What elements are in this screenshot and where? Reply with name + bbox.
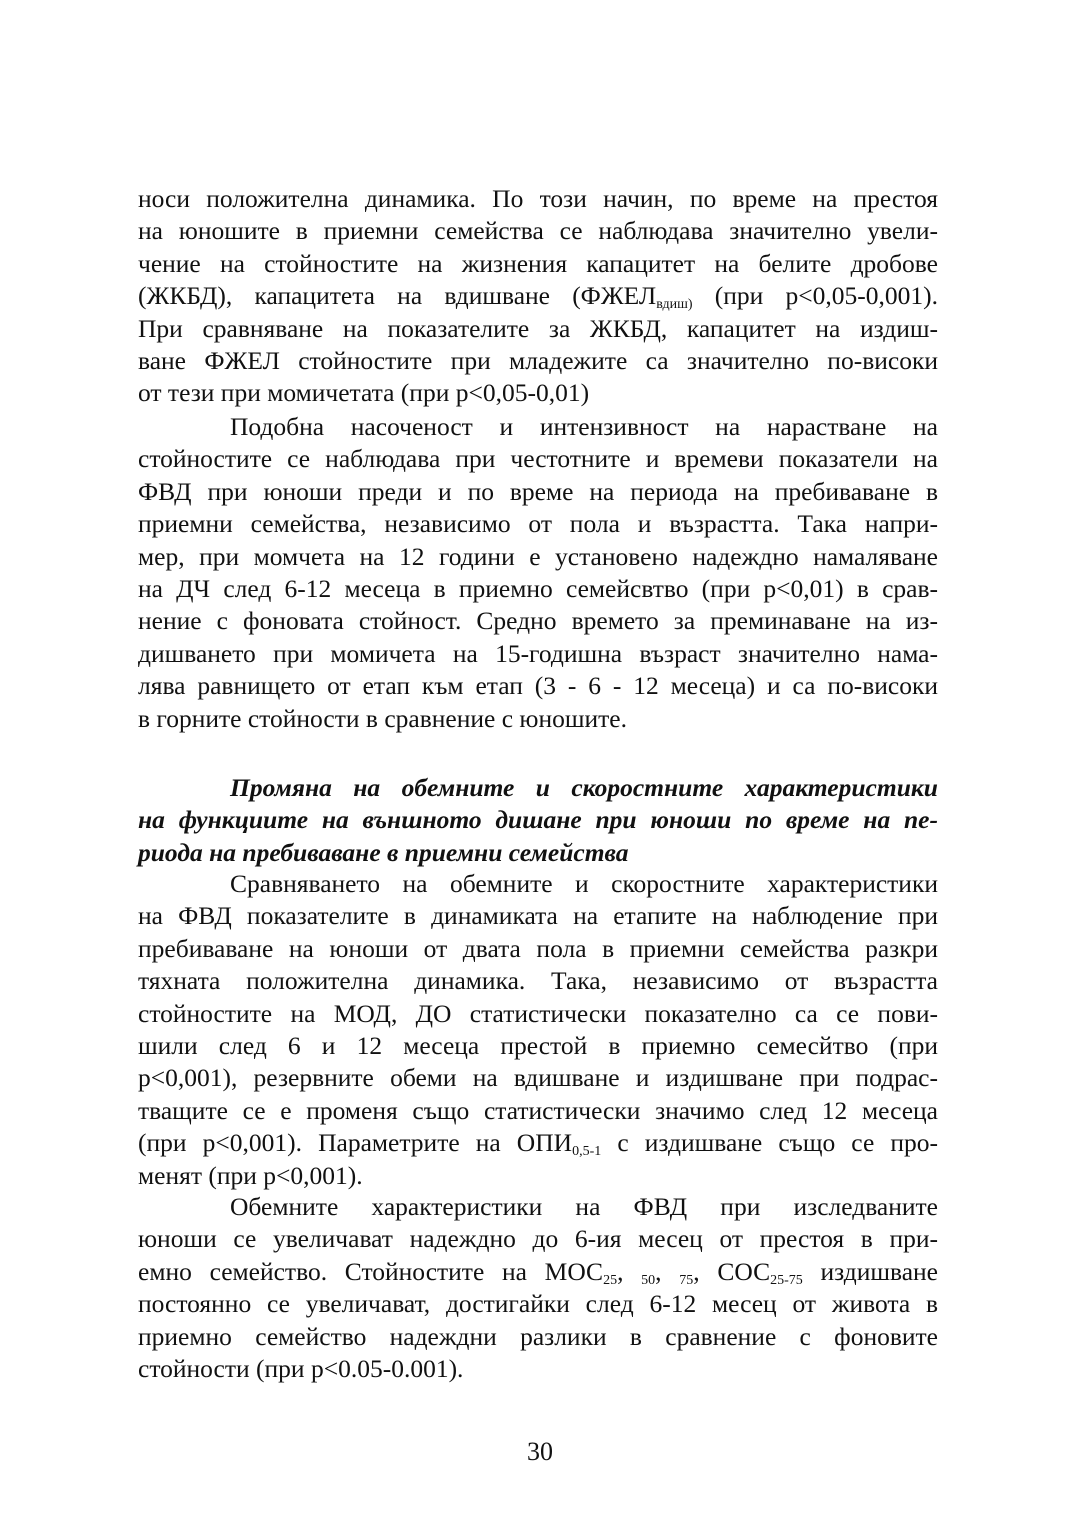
text-segment: издишване [802, 1256, 938, 1286]
text-line [138, 280, 938, 312]
subscript: 25-75 [770, 1272, 803, 1288]
text-line: юноши се увеличават надеждно до 6-ия месец от престоя в при- [138, 1224, 938, 1254]
paragraph-3 [138, 868, 938, 1192]
text-segment: с издишване също се про- [601, 1128, 938, 1158]
text-line: Сравняването на обемните и скоростните характеристики [230, 869, 938, 898]
text-line: от тези при момичетата (при p<0,05-0,01) [138, 378, 590, 408]
text-line: мер, при момчета на 12 години е установено надеждно намаляване [138, 541, 938, 571]
text-line: постоянно се увеличават, достигайки след 6-12 месец от живота в [138, 1289, 938, 1319]
page-number: 30 [527, 1437, 553, 1466]
text-segment: (ЖКБД), капацитета на вдишване (ФЖЕЛ [138, 281, 657, 311]
text-segment: емно семейство. Стойностите на МОС [138, 1256, 604, 1286]
text-line: шили след 6 и 12 месеца престой в приемно семесйтво (при [138, 1030, 938, 1060]
text-line: приемно семейство надеждни разлики в сравнение с фоновите [138, 1321, 938, 1351]
subscript: 75 [679, 1272, 694, 1288]
text-line: При сравняване на показателите за ЖКБД, капацитет на издиш- [138, 313, 938, 343]
text-line: на ДЧ след 6-12 месеца в приемно семейсвтво (при p<0,01) в срав- [138, 573, 938, 603]
paragraph-1 [138, 183, 938, 410]
text-segment: (при p<0,05-0,001). [692, 281, 938, 311]
section-heading [138, 772, 938, 869]
text-line: ФВД при юноши преди и по време на периода на пребиваване в [138, 476, 938, 506]
text-line: дишването при момичета на 15-годишна възраст значително нама- [138, 638, 938, 668]
heading-line: на функциите на външното дишане при юноши по време на пе- [138, 805, 938, 835]
text-line: менят (при p<0,001). [138, 1160, 363, 1190]
text-line: на ФВД показателите в динамиката на етапите на наблюдение при [138, 901, 938, 931]
subscript: 0,5-1 [572, 1144, 602, 1160]
heading-line: риода на пребиваване в приемни семейства [138, 837, 629, 867]
text-segment: , СОС [693, 1256, 771, 1286]
text-line: чение на стойностите на жизнения капацитет на белите дробове [138, 248, 938, 278]
text-line: тяхната положителна динамика. Така, независимо от възрастта [138, 966, 938, 996]
text-line: ване ФЖЕЛ стойностите при младежите са значително по-високи [138, 345, 938, 375]
text-line: тващите се е променя също статистически значимо след 12 месеца [138, 1095, 938, 1125]
text-line: лява равнището от етап към етап (3 - 6 - 12 месеца) и са по-високи [138, 671, 938, 701]
paragraph-4 [138, 1191, 938, 1385]
text-line: на юношите в приемни семейства се наблюдава значително увели- [138, 216, 938, 246]
text-line: стойности (при p<0.05-0.001). [138, 1353, 464, 1383]
paragraph-2 [138, 411, 938, 735]
text-line: приемни семейства, независимо от пола и възрастта. Така напри- [138, 509, 938, 539]
text-line: в горните стойности в сравнение с юношите. [138, 703, 627, 733]
subscript: вдиш) [656, 297, 693, 313]
subscript: 25 [603, 1272, 618, 1288]
text-segment: (при p<0,001). Параметрите на ОПИ [138, 1128, 573, 1158]
heading-line: Промяна на обемните и скоростните характеристики [230, 773, 938, 802]
text-line: носи положителна динамика. По този начин, по време на престоя [138, 184, 938, 213]
text-line: пребиваване на юноши от двата пола в приемни семейства разкри [138, 933, 938, 963]
text-line: Обемните характеристики на ФВД при изследваните [230, 1192, 938, 1221]
text-line: стойностите се наблюдава при честотните и времеви показатели на [138, 444, 938, 474]
text-line: Подобна насоченост и интензивност на нарастване на [230, 412, 938, 441]
subscript: 50 [641, 1272, 656, 1288]
text-segment: , [617, 1256, 642, 1286]
text-segment: , [655, 1256, 680, 1286]
text-line: p<0,001), резервните обеми на вдишване и издишване при подрас- [138, 1063, 938, 1093]
text-line: стойностите на МОД, ДО статистически показателно са се пови- [138, 998, 938, 1028]
text-line [138, 1127, 938, 1159]
text-line: нение с фоновата стойност. Средно времето за преминаване на из- [138, 606, 938, 636]
text-line [138, 1256, 938, 1288]
